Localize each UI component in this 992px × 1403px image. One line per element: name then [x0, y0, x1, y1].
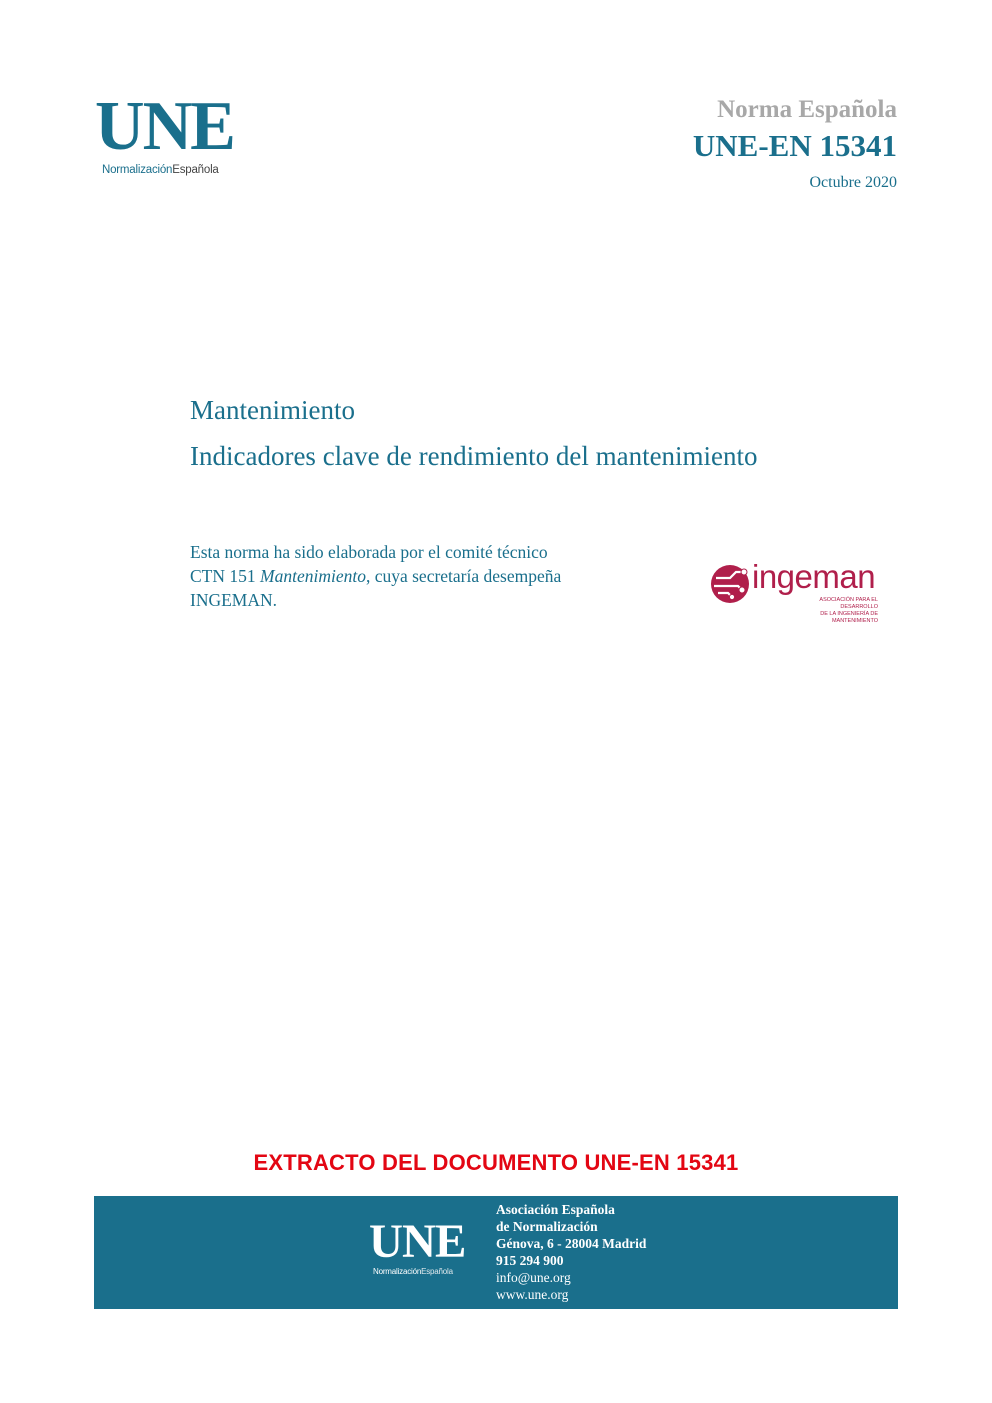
footer-address — [496, 1201, 646, 1303]
committee-secretariat: , cuya secretaría desempeña — [365, 566, 562, 586]
committee-line-2 — [190, 564, 561, 588]
footer-logo-sub-a: Normalización — [373, 1267, 422, 1276]
publication-date: Octubre 2020 — [809, 174, 897, 191]
ingeman-sub-1: ASOCIACIÓN PARA EL DESARROLLO — [819, 597, 878, 610]
une-logo-word: UNE — [95, 88, 234, 165]
ingeman-sub-2: DE LA INGENIERÍA DE MANTENIMIENTO — [820, 611, 878, 624]
une-logo-sub-a: Normalización — [102, 164, 173, 176]
footer-logo-sub-b: Española — [421, 1267, 453, 1276]
ingeman-word: ingeman — [752, 558, 876, 595]
footer-org-2: de Normalización — [496, 1219, 598, 1234]
title-line-1: Mantenimiento — [190, 395, 355, 425]
norma-label: Norma Española — [717, 96, 897, 123]
une-logo-subtitle — [102, 164, 255, 176]
footer-logo-word: UNE — [369, 1215, 466, 1268]
document-header — [693, 97, 897, 192]
ingeman-logo — [708, 558, 878, 624]
footer-email[interactable]: info@une.org — [496, 1270, 571, 1285]
document-title — [190, 387, 758, 479]
footer-une-logo — [369, 1215, 467, 1276]
footer-org-1: Asociación Española — [496, 1202, 615, 1217]
footer-bar — [94, 1196, 898, 1309]
footer-street: Génova, 6 - 28004 Madrid — [496, 1236, 647, 1251]
footer-phone: 915 294 900 — [496, 1253, 564, 1268]
ingeman-subtitle — [788, 597, 878, 625]
footer-web[interactable]: www.une.org — [496, 1287, 569, 1302]
committee-line-1: Esta norma ha sido elaborada por el comité técnico — [190, 542, 548, 562]
une-logo — [95, 88, 255, 182]
ingeman-circuit-icon — [708, 562, 752, 606]
extract-banner: EXTRACTO DEL DOCUMENTO UNE-EN 15341 — [253, 1150, 739, 1175]
committee-name: Mantenimiento — [260, 566, 366, 586]
une-logo-sub-b: Española — [172, 164, 219, 176]
title-line-2: Indicadores clave de rendimiento del mantenimiento — [190, 441, 758, 471]
standard-code: UNE-EN 15341 — [692, 128, 897, 163]
committee-line-3: INGEMAN. — [190, 590, 278, 610]
committee-ctn: CTN 151 — [190, 566, 260, 586]
footer-logo-subtitle — [373, 1267, 467, 1276]
committee-note — [190, 540, 561, 612]
